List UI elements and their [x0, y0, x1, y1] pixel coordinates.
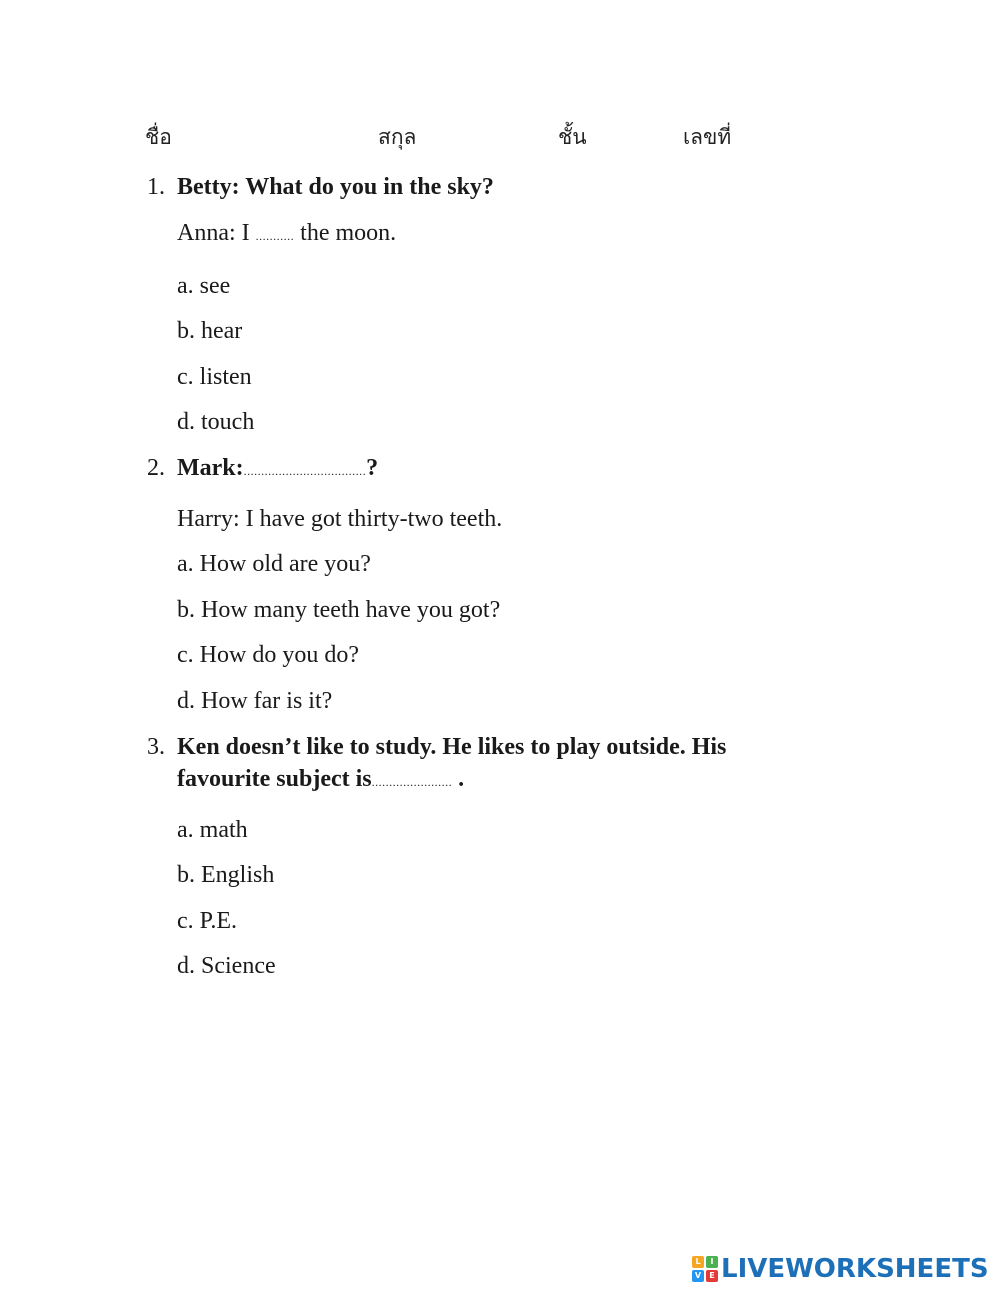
question-2-option-a[interactable]: a. How old are you? — [177, 551, 371, 577]
question-2-option-c[interactable]: c. How do you do? — [177, 642, 359, 668]
question-3-option-c[interactable]: c. P.E. — [177, 908, 237, 934]
surname-label: สกุล — [378, 125, 417, 149]
question-3-option-d[interactable]: d. Science — [177, 953, 276, 979]
question-2-option-b[interactable]: b. How many teeth have you got? — [177, 597, 501, 623]
question-1-response — [177, 220, 396, 247]
question-3-prompt-end: . — [458, 766, 465, 792]
question-1-option-a[interactable]: a. see — [177, 273, 231, 299]
question-3-prompt-start: favourite subject is — [177, 766, 372, 792]
name-label: ชื่อ — [145, 125, 172, 149]
liveworksheets-logo — [692, 1254, 989, 1284]
question-2-option-d[interactable]: d. How far is it? — [177, 688, 333, 714]
question-3-prompt-line2 — [177, 766, 464, 793]
number-label: เลขที่ — [683, 125, 732, 149]
logo-tile-l: L — [692, 1256, 704, 1268]
question-2-response: Harry: I have got thirty-two teeth. — [177, 506, 503, 532]
question-1-response-before: Anna: I — [177, 220, 250, 246]
question-3-prompt-line1: Ken doesn’t like to study. He likes to play outside. His — [177, 734, 727, 760]
question-1-option-d[interactable]: d. touch — [177, 409, 255, 435]
question-2-prompt — [177, 455, 378, 482]
logo-text: LIVEWORKSHEETS — [721, 1254, 989, 1284]
logo-tile-i: I — [706, 1256, 718, 1268]
question-2-prompt-start: Mark: — [177, 455, 244, 481]
question-2-number: 2. — [147, 455, 165, 481]
question-1-response-after: the moon. — [300, 220, 397, 246]
question-1-option-b[interactable]: b. hear — [177, 318, 243, 344]
logo-tiles-icon — [692, 1256, 718, 1282]
class-label: ชั้น — [558, 125, 587, 149]
question-3-blank[interactable]: ....................... — [371, 775, 453, 789]
question-1-option-c[interactable]: c. listen — [177, 364, 252, 390]
logo-tile-v: V — [692, 1270, 704, 1282]
question-1-prompt: Betty: What do you in the sky? — [177, 174, 494, 200]
question-2-blank[interactable]: ................................... — [243, 464, 367, 478]
question-2-prompt-end: ? — [366, 455, 379, 481]
logo-tile-e: E — [706, 1270, 718, 1282]
question-3-option-b[interactable]: b. English — [177, 862, 275, 888]
question-1-blank[interactable]: ........... — [255, 229, 295, 243]
question-3-number: 3. — [147, 734, 165, 760]
question-1-number: 1. — [147, 174, 165, 200]
question-3-option-a[interactable]: a. math — [177, 817, 248, 843]
